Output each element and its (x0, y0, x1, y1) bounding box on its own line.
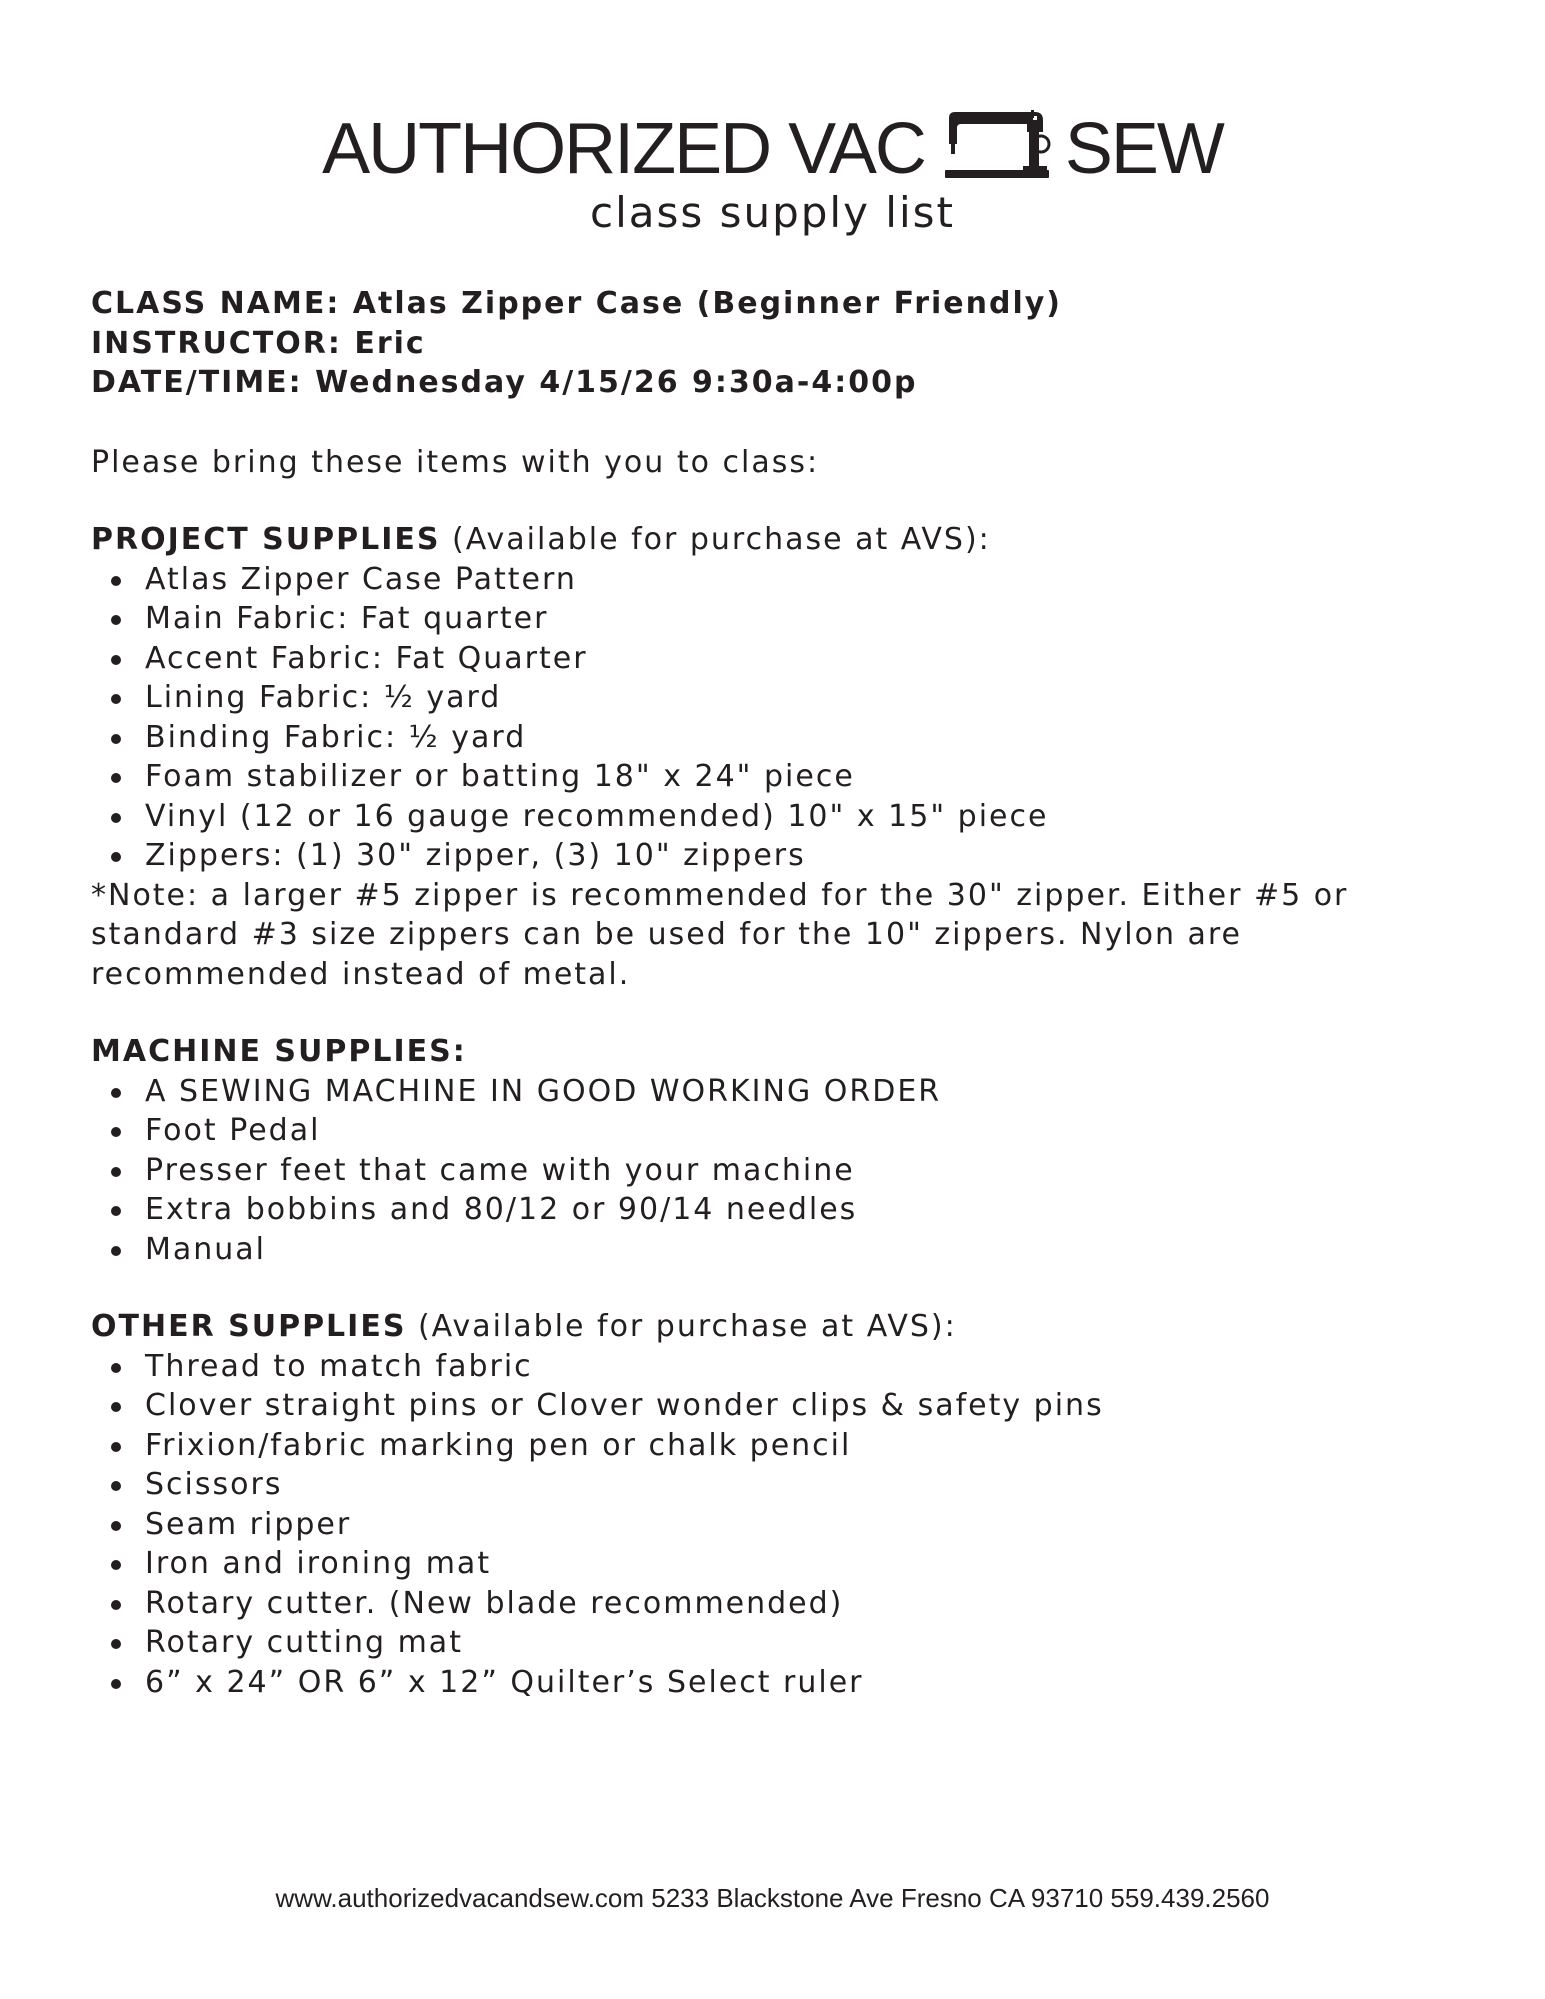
list-item: Rotary cutter. (New blade recommended) (91, 1584, 1471, 1624)
machine-supplies-heading (91, 1032, 1471, 1072)
brand-logo (322, 109, 1223, 189)
list-item: Frixion/fabric marking pen or chalk pencil (91, 1426, 1471, 1466)
project-supplies-list (91, 560, 1471, 876)
list-item: Rotary cutting mat (91, 1623, 1471, 1663)
list-item: Clover straight pins or Clover wonder clips & safety pins (91, 1386, 1471, 1426)
list-item: Atlas Zipper Case Pattern (91, 560, 1471, 600)
list-item: Lining Fabric: ½ yard (91, 678, 1471, 718)
sewing-machine-icon (943, 110, 1051, 184)
project-supplies-heading (91, 520, 1471, 560)
brand-name-right: SEW (1064, 109, 1223, 189)
machine-supplies-list (91, 1072, 1471, 1270)
list-item: Foot Pedal (91, 1111, 1471, 1151)
page-header (0, 109, 1545, 237)
list-item: Accent Fabric: Fat Quarter (91, 639, 1471, 679)
page-subtitle: class supply list (590, 188, 955, 237)
list-item: Extra bobbins and 80/12 or 90/14 needles (91, 1190, 1471, 1230)
list-item: Iron and ironing mat (91, 1544, 1471, 1584)
list-item: Zippers: (1) 30" zipper, (3) 10" zippers (91, 836, 1471, 876)
list-item: Vinyl (12 or 16 gauge recommended) 10" x 15" piece (91, 797, 1471, 837)
list-item: Scissors (91, 1465, 1471, 1505)
class-name: CLASS NAME: Atlas Zipper Case (Beginner Friendly) (91, 286, 1063, 321)
machine-supplies-section (91, 1032, 1471, 1269)
machine-supplies-title: MACHINE SUPPLIES: (91, 1034, 467, 1069)
list-item: Thread to match fabric (91, 1347, 1471, 1387)
other-supplies-title: OTHER SUPPLIES (91, 1309, 407, 1344)
list-item: 6” x 24” OR 6” x 12” Quilter’s Select ruler (91, 1663, 1471, 1703)
other-supplies-list (91, 1347, 1471, 1703)
list-item: Binding Fabric: ½ yard (91, 718, 1471, 758)
project-supplies-subtitle: (Available for purchase at AVS): (440, 522, 991, 557)
other-supplies-section (91, 1307, 1471, 1702)
list-item: Foam stabilizer or batting 18" x 24" piece (91, 757, 1471, 797)
other-supplies-subtitle: (Available for purchase at AVS): (406, 1309, 957, 1344)
list-item: A SEWING MACHINE IN GOOD WORKING ORDER (91, 1072, 1471, 1112)
list-item: Manual (91, 1230, 1471, 1270)
date-time: DATE/TIME: Wednesday 4/15/26 9:30a-4:00p (91, 365, 918, 400)
other-supplies-heading (91, 1307, 1471, 1347)
supply-list-content (91, 284, 1471, 1702)
page-footer: www.authorizedvacandsew.com 5233 Blackstone Ave Fresno CA 93710 559.439.2560 (275, 1883, 1270, 1913)
list-item: Main Fabric: Fat quarter (91, 599, 1471, 639)
instructor: INSTRUCTOR: Eric (91, 325, 426, 361)
list-item: Presser feet that came with your machine (91, 1151, 1471, 1191)
intro-text: Please bring these items with you to class: (91, 444, 820, 480)
list-item: Seam ripper (91, 1505, 1471, 1545)
zipper-note: *Note: a larger #5 zipper is recommended for the 30" zipper. Either #5 or standard #3 size zippers can be used for the 10" zippers. Nylon are recommended instead of metal. (91, 877, 1349, 992)
brand-name-left: AUTHORIZED VAC (322, 109, 925, 189)
project-supplies-title: PROJECT SUPPLIES (91, 522, 441, 557)
project-supplies-section (91, 520, 1471, 994)
